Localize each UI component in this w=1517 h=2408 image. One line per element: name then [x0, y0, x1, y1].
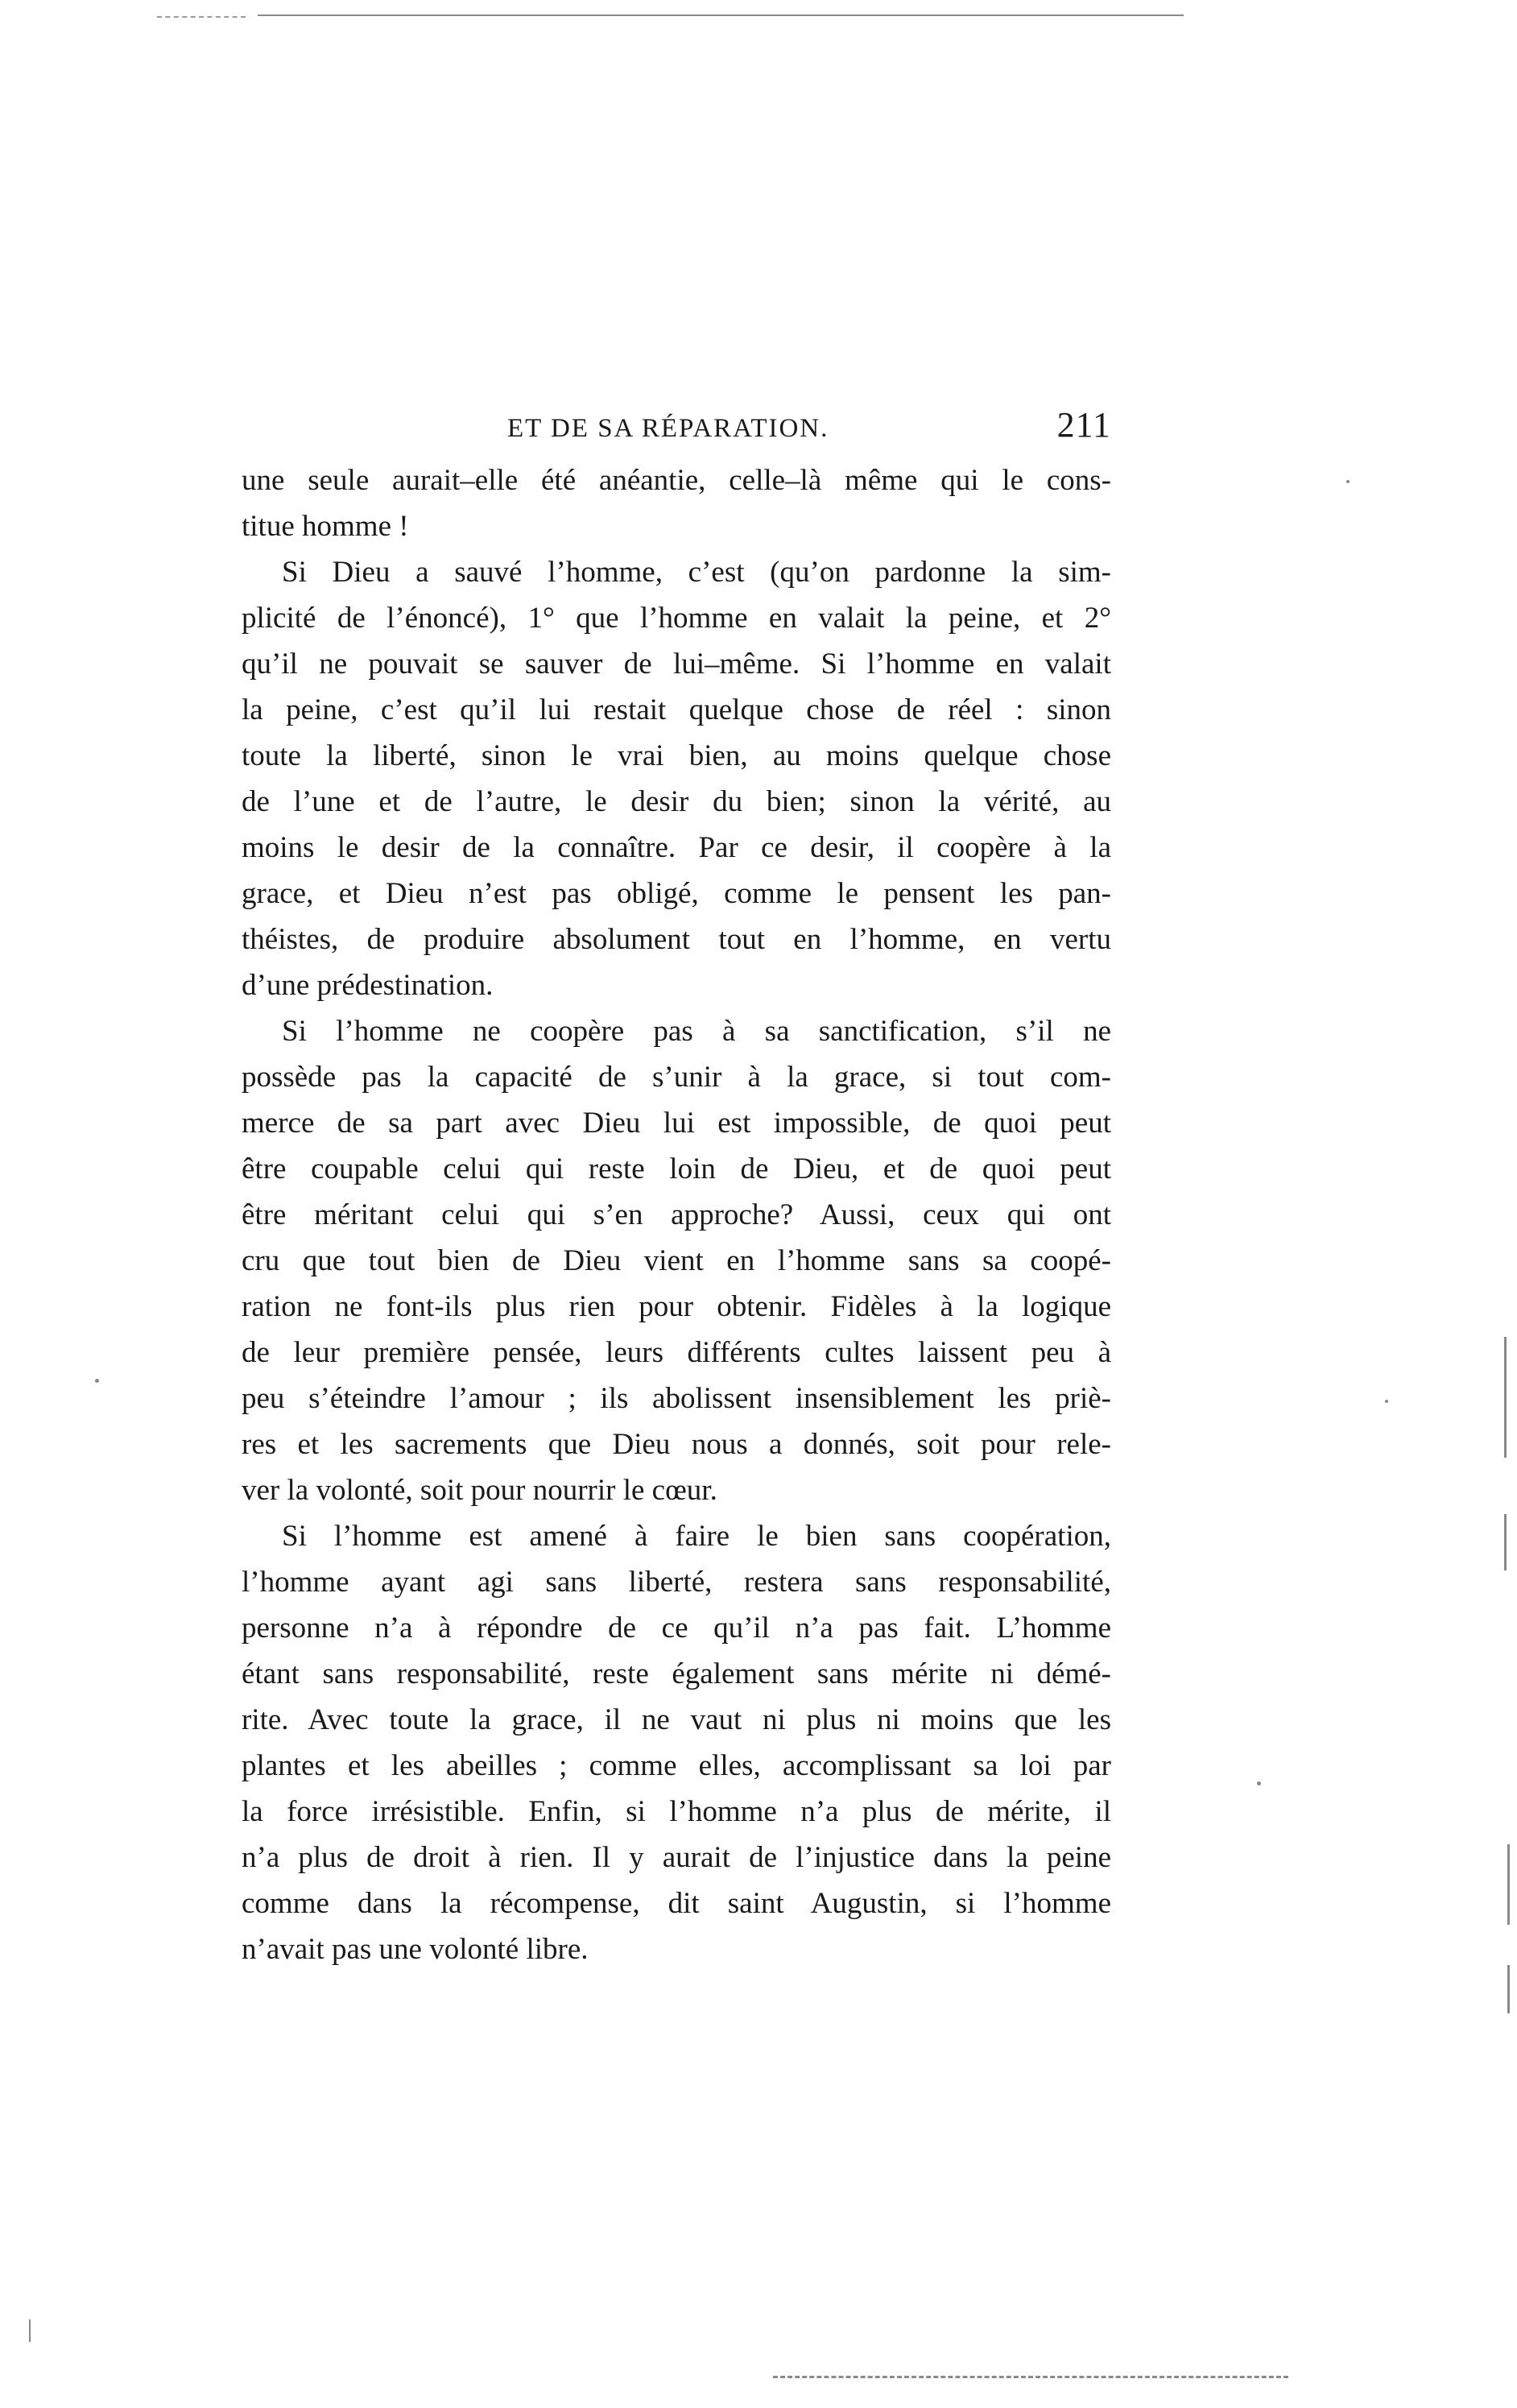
scan-bottom-edge [773, 2376, 1288, 2378]
text-line: plicité de l’énoncé), 1° que l’homme en valait la peine, et 2° [242, 602, 1111, 635]
text-line: titue homme ! [242, 510, 409, 543]
text-line: la force irrésistible. Enfin, si l’homme n’a plus de mérite, il [242, 1795, 1111, 1828]
running-title: ET DE SA RÉPARATION. [507, 414, 829, 443]
scan-speck [95, 1379, 99, 1383]
text-line: res et les sacrements que Dieu nous a donnés, soit pour rele- [242, 1428, 1111, 1461]
text-line: Si Dieu a sauvé l’homme, c’est (qu’on pardonne la sim- [282, 556, 1111, 589]
scan-margin-mark [1507, 1844, 1510, 1925]
scan-edge-dashes [157, 16, 246, 18]
body-text [242, 457, 1111, 1972]
scan-margin-mark [1504, 1514, 1507, 1570]
text-line: grace, et Dieu n’est pas obligé, comme le pensent les pan- [242, 877, 1111, 910]
text-line: rite. Avec toute la grace, il ne vaut ni plus ni moins que les [242, 1703, 1111, 1736]
scan-speck [1257, 1781, 1261, 1785]
text-line: qu’il ne pouvait se sauver de lui–même. Si l’homme en valait [242, 648, 1111, 681]
text-line: comme dans la récompense, dit saint Augustin, si l’homme [242, 1887, 1111, 1920]
text-line: possède pas la capacité de s’unir à la grace, si tout com- [242, 1061, 1111, 1094]
text-line: n’a plus de droit à rien. Il y aurait de l’injustice dans la peine [242, 1841, 1111, 1874]
scan-speck [1346, 480, 1350, 483]
scan-margin-mark [1507, 1965, 1510, 2013]
text-line: moins le desir de la connaître. Par ce desir, il coopère à la [242, 831, 1111, 864]
scan-margin-mark [29, 2319, 31, 2342]
text-line: étant sans responsabilité, reste également sans mérite ni démé- [242, 1657, 1111, 1690]
text-line: la peine, c’est qu’il lui restait quelque chose de réel : sinon [242, 693, 1111, 726]
text-line: Si l’homme ne coopère pas à sa sanctification, s’il ne [282, 1015, 1111, 1048]
page-number: 211 [1056, 405, 1111, 445]
text-line: d’une prédestination. [242, 969, 494, 1002]
scan-margin-mark [1504, 1337, 1507, 1458]
text-line: être méritant celui qui s’en approche? Aussi, ceux qui ont [242, 1198, 1111, 1231]
text-line: être coupable celui qui reste loin de Dieu, et de quoi peut [242, 1152, 1111, 1185]
scan-speck [1385, 1400, 1388, 1403]
text-line: cru que tout bien de Dieu vient en l’homme sans sa coopé- [242, 1244, 1111, 1277]
text-line: de leur première pensée, leurs différents cultes laissent peu à [242, 1336, 1111, 1369]
text-line: l’homme ayant agi sans liberté, restera sans responsabilité, [242, 1566, 1111, 1599]
text-line: toute la liberté, sinon le vrai bien, au moins quelque chose [242, 739, 1111, 772]
text-line: peu s’éteindre l’amour ; ils abolissent insensiblement les priè- [242, 1382, 1111, 1415]
text-line: une seule aurait–elle été anéantie, celle–là même qui le cons- [242, 464, 1111, 497]
scan-top-edge [258, 14, 1184, 16]
text-line: merce de sa part avec Dieu lui est impossible, de quoi peut [242, 1107, 1111, 1140]
text-line: ver la volonté, soit pour nourrir le cœur. [242, 1474, 717, 1507]
text-line: Si l’homme est amené à faire le bien sans coopération, [282, 1520, 1111, 1553]
text-line: théistes, de produire absolument tout en l’homme, en vertu [242, 923, 1111, 956]
text-line: n’avait pas une volonté libre. [242, 1933, 589, 1966]
text-line: ration ne font-ils plus rien pour obtenir. Fidèles à la logique [242, 1290, 1111, 1323]
text-line: de l’une et de l’autre, le desir du bien; sinon la vérité, au [242, 785, 1111, 818]
text-line: plantes et les abeilles ; comme elles, accomplissant sa loi par [242, 1749, 1111, 1782]
text-line: personne n’a à répondre de ce qu’il n’a pas fait. L’homme [242, 1612, 1111, 1645]
running-head [242, 404, 1111, 453]
